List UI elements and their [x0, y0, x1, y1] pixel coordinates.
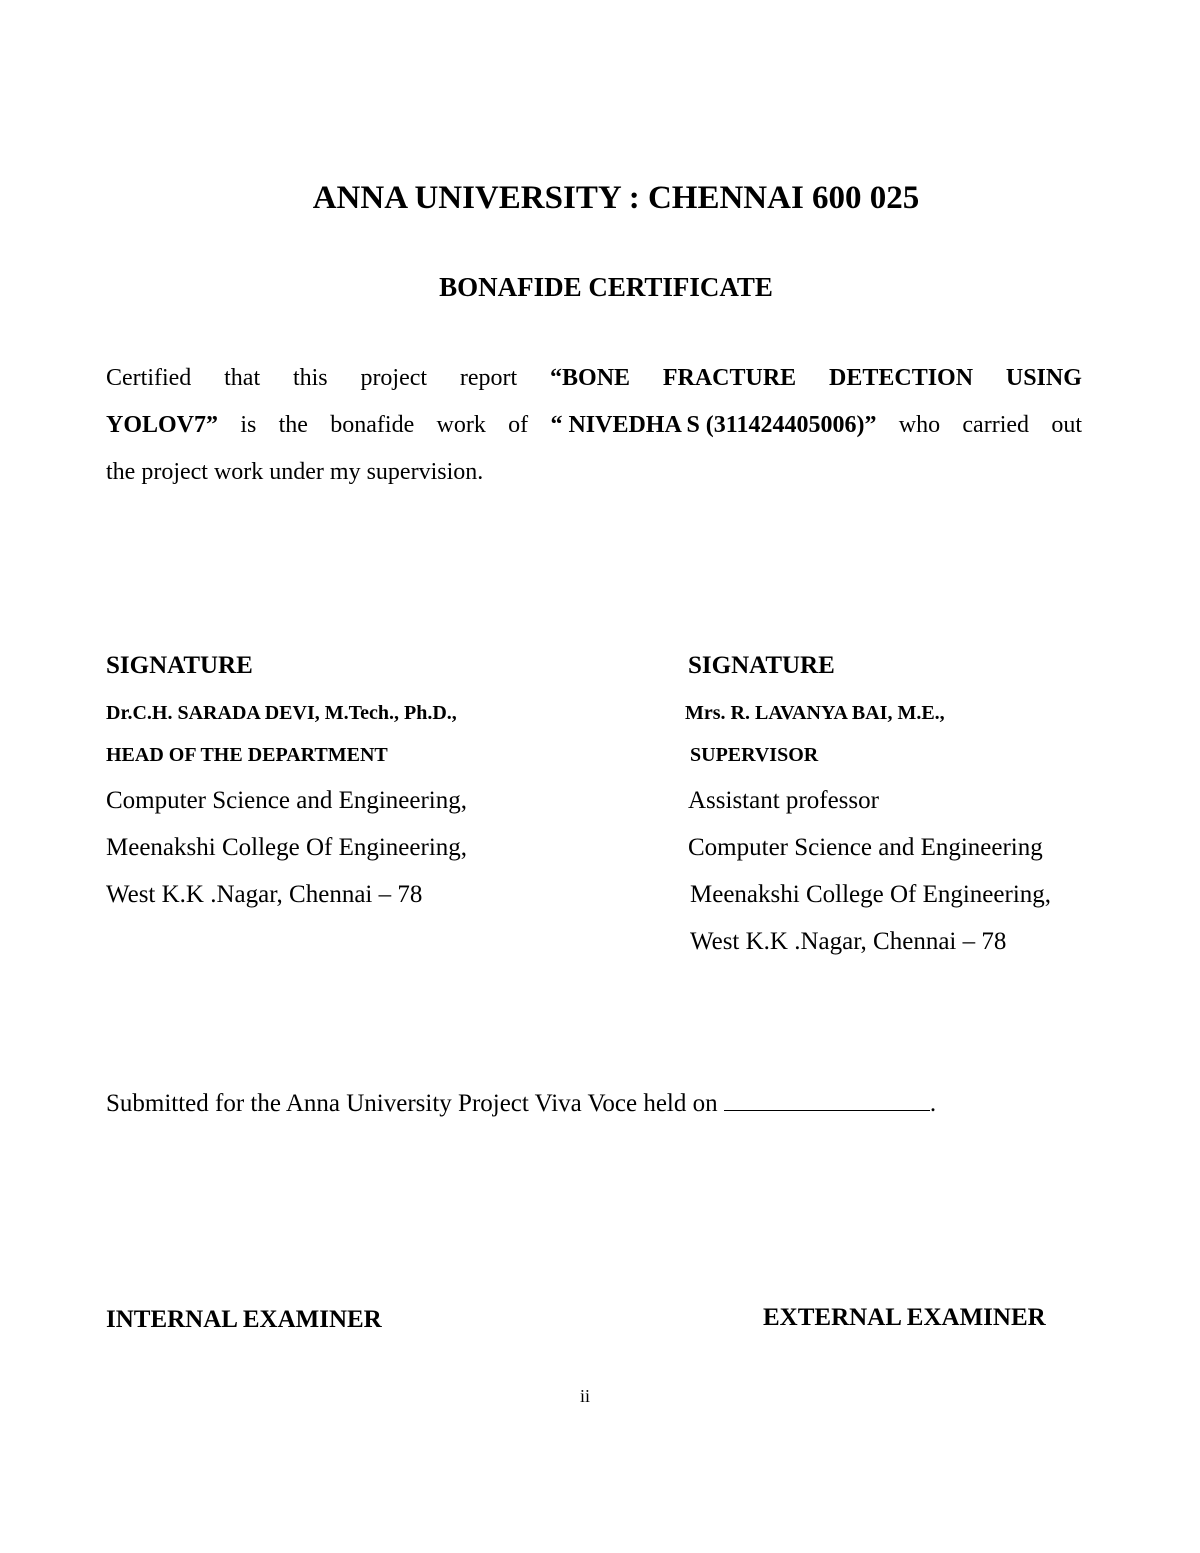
- paragraph-word: project: [360, 365, 428, 391]
- paragraph-line-3: the project work under my supervision.: [106, 459, 484, 485]
- left-signature-heading: SIGNATURE: [106, 652, 253, 679]
- project-title-word: “BONE: [550, 365, 631, 391]
- project-title-end: YOLOV7”: [106, 412, 219, 438]
- supervisor-name: Mrs. R. LAVANYA BAI, M.E.,: [685, 702, 945, 724]
- submission-end: .: [929, 1090, 937, 1117]
- paragraph-word: the: [278, 412, 308, 438]
- date-blank: [724, 1090, 930, 1111]
- hod-college: Meenakshi College Of Engineering,: [106, 834, 468, 861]
- right-signature-heading: SIGNATURE: [688, 652, 835, 679]
- page-number: ii: [580, 1386, 591, 1406]
- project-title-word: USING: [1005, 365, 1082, 391]
- supervisor-college: Meenakshi College Of Engineering,: [690, 881, 1052, 908]
- project-title-word: FRACTURE: [662, 365, 797, 391]
- paragraph-word: bonafide: [330, 412, 415, 438]
- hod-address: West K.K .Nagar, Chennai – 78: [106, 881, 423, 908]
- certificate-title: BONAFIDE CERTIFICATE: [439, 272, 773, 302]
- student-name: “ NIVEDHA S (311424405006)”: [550, 412, 877, 438]
- hod-role: HEAD OF THE DEPARTMENT: [106, 744, 388, 766]
- supervisor-designation: Assistant professor: [688, 787, 879, 814]
- paragraph-word: that: [224, 365, 261, 391]
- supervisor-role: SUPERVISOR: [690, 744, 819, 766]
- paragraph-word: carried: [962, 412, 1030, 438]
- internal-examiner: INTERNAL EXAMINER: [106, 1306, 382, 1333]
- hod-department: Computer Science and Engineering,: [106, 787, 467, 814]
- hod-name: Dr.C.H. SARADA DEVI, M.Tech., Ph.D.,: [106, 702, 457, 724]
- paragraph-word: this: [292, 365, 328, 391]
- project-title-word: DETECTION: [829, 365, 974, 391]
- paragraph-word: who: [898, 412, 941, 438]
- paragraph-word: is: [240, 412, 257, 438]
- university-title: ANNA UNIVERSITY : CHENNAI 600 025: [312, 180, 920, 216]
- paragraph-line-1: [106, 366, 1082, 390]
- paragraph-word: Certified: [106, 365, 192, 391]
- submission-line: [106, 1090, 936, 1118]
- supervisor-address: West K.K .Nagar, Chennai – 78: [690, 928, 1007, 955]
- paragraph-word: report: [459, 365, 518, 391]
- supervisor-department: Computer Science and Engineering: [688, 834, 1043, 861]
- external-examiner: EXTERNAL EXAMINER: [763, 1304, 1046, 1331]
- submission-text: Submitted for the Anna University Project Viva Voce held on: [106, 1090, 718, 1117]
- certificate-paragraph: [106, 366, 1082, 506]
- paragraph-line-2: [106, 413, 1082, 437]
- paragraph-word: of: [508, 412, 529, 438]
- paragraph-word: work: [436, 412, 486, 438]
- paragraph-word: out: [1051, 412, 1082, 438]
